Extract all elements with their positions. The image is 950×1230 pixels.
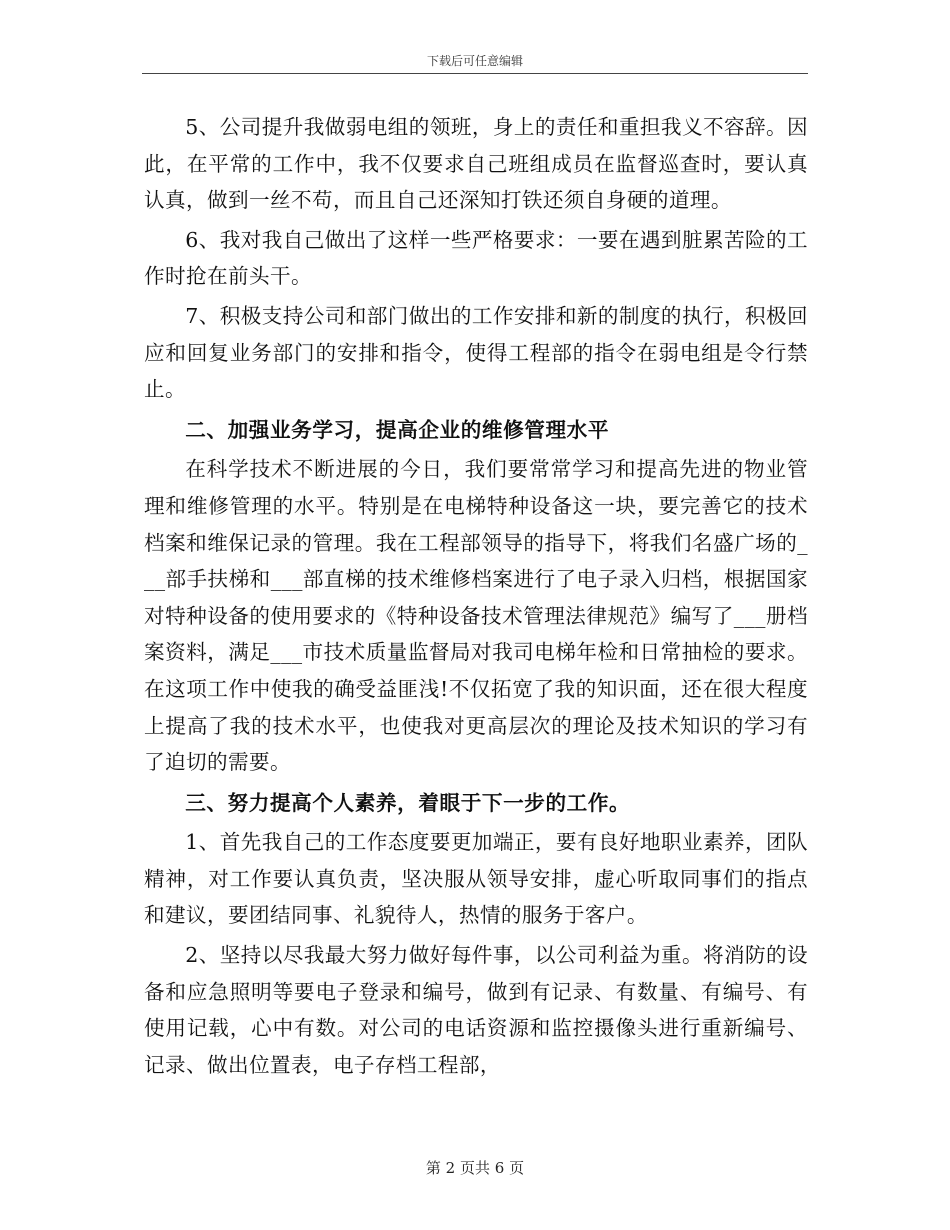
page-footer: 第 2 页共 6 页 [425,1159,525,1177]
paragraph-item-1: 1、首先我自己的工作态度要更加端正，要有良好地职业素养，团队精神，对工作要认真负责，坚决服从领导安排，虚心听取同事们的指点和建议，要团结同事、礼貌待人，热情的服务于客户。 [144,830,808,928]
paragraph-study: 在科学技术不断进展的今日，我们要常常学习和提高先进的物业管理和维修管理的水平。特别是在电梯特种设备这一块，要完善它的技术档案和维保记录的管理。我在工程部领导的指导下，将我们名盛广场的___部手扶梯和___部直梯的技术维修档案进行了电子录入归档，根据国家对特种设备的使用要求的《特种设备技术管理法律规范》编写了___册档案资料，满足___市技术质量监督局对我司电梯年检和日常抽检的要求。在这项工作中使我的确受益匪浅!不仅拓宽了我的知识面，还在很大程度上提高了我的技术水平，也使我对更高层次的理论及技术知识的学习有了迫切的需要。 [144,457,808,775]
document-body [144,109,808,1083]
paragraph-item-7: 7、积极支持公司和部门做出的工作安排和新的制度的执行，积极回应和回复业务部门的安排和指令，使得工程部的指令在弱电组是令行禁止。 [144,303,808,402]
header-divider [142,73,808,74]
section-heading-2: 二、加强业务学习，提高企业的维修管理水平 [185,417,610,442]
section-heading-3: 三、努力提高个人素养，着眼于下一步的工作。 [185,790,631,815]
paragraph-item-5: 5、公司提升我做弱电组的领班，身上的责任和重担我义不容辞。因此，在平常的工作中，我不仅要求自己班组成员在监督巡查时，要认真认真，做到一丝不苟，而且自己还深知打铁还须自身硬的道理。 [144,115,808,213]
paragraph-item-2: 2、坚持以尽我最大努力做好每件事，以公司利益为重。将消防的设备和应急照明等要电子登录和编号，做到有记录、有数量、有编号、有使用记载，心中有数。对公司的电话资源和监控摄像头进行重新编号、记录、做出位置表，电子存档工程部， [144,943,808,1077]
page-header: 下载后可任意编辑 [426,54,523,68]
paragraph-item-6: 6、我对我自己做出了这样一些严格要求：一要在遇到脏累苦险的工作时抢在前头干。 [144,227,808,289]
